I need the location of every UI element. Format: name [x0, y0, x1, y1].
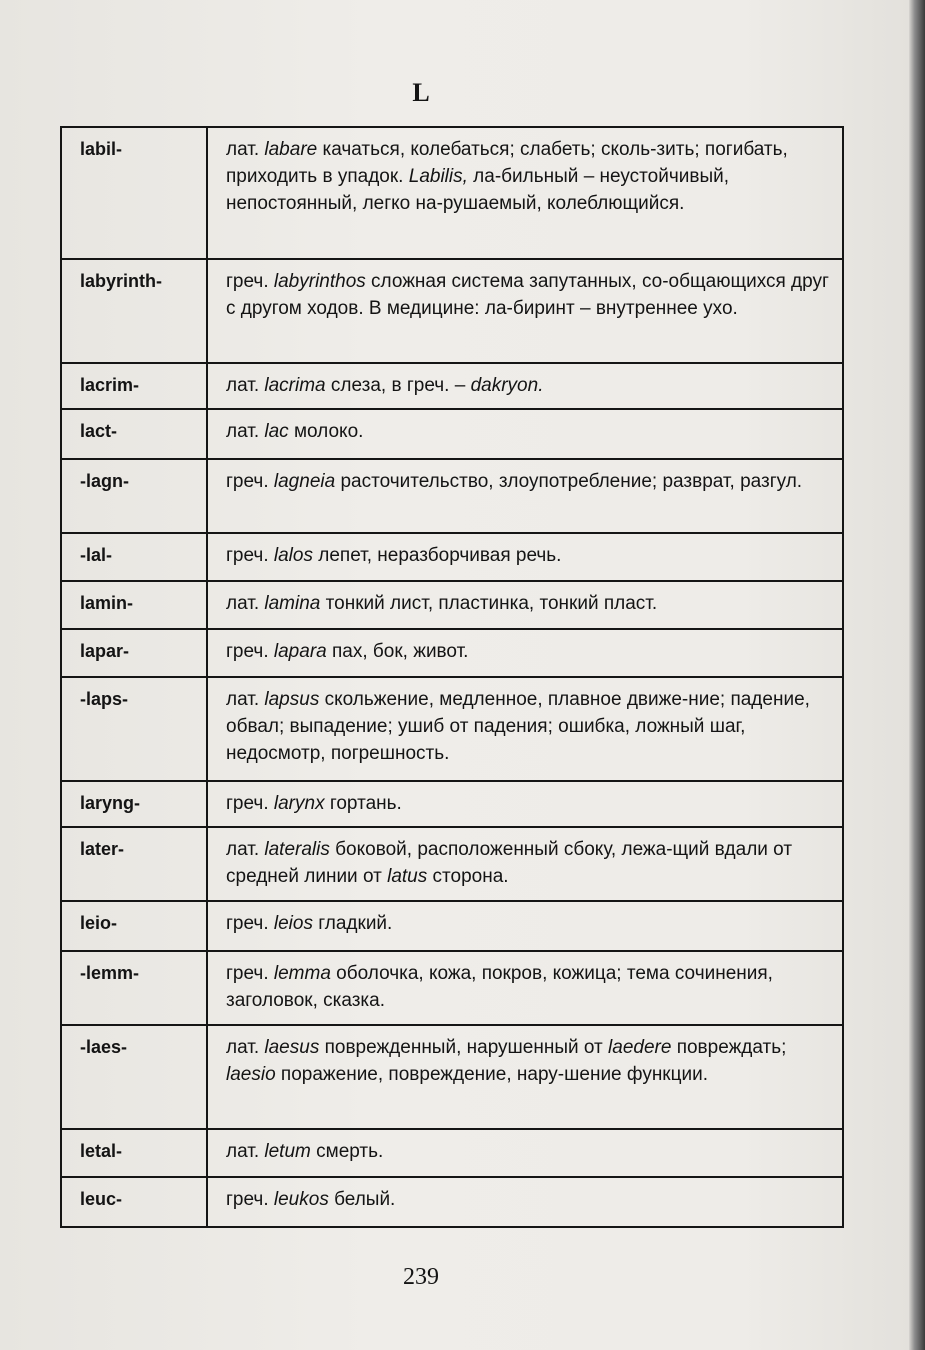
definition-term-italic: lapara: [273, 641, 327, 662]
definition-text: лат.: [226, 1141, 265, 1162]
table-row: [61, 1025, 843, 1129]
definition-text: лат.: [226, 1037, 265, 1058]
definition-text: поврежденный, нарушенный от: [319, 1037, 609, 1058]
definition-term-italic: leukos: [273, 1189, 329, 1210]
definition-text: смерть.: [310, 1141, 384, 1162]
definition-text: гортань.: [324, 793, 402, 814]
table-row: [61, 363, 843, 409]
table-row: [61, 951, 843, 1025]
table-row: [61, 259, 843, 363]
entry-definition: [207, 259, 843, 363]
entry-term: later-: [61, 827, 207, 901]
entry-term: -laps-: [61, 677, 207, 781]
definition-text: пах, бок, живот.: [326, 641, 469, 662]
definition-term-italic: labare: [264, 139, 318, 160]
definition-term-italic: dakryon.: [470, 375, 544, 396]
table-row: [61, 409, 843, 459]
page-number: 239: [403, 1264, 439, 1290]
table-row: [61, 629, 843, 677]
entry-term: laryng-: [61, 781, 207, 827]
dictionary-table: [60, 126, 844, 1228]
table-row: [61, 781, 843, 827]
definition-text: белый.: [328, 1189, 396, 1210]
definition-text: греч.: [226, 1189, 274, 1210]
entry-definition: [207, 677, 843, 781]
entry-definition: [207, 951, 843, 1025]
definition-term-italic: laedere: [608, 1037, 672, 1058]
definition-text: лат.: [226, 139, 265, 160]
definition-text: сложная система запутанных, со-общающихся друг с другом ходов. В медицине: ла-биринт – внутреннее ухо.: [226, 271, 829, 319]
definition-term-italic: lapsus: [264, 689, 320, 710]
definition-text: поражение, повреждение, нару-шение функции.: [275, 1064, 709, 1085]
definition-text: греч.: [226, 793, 274, 814]
definition-text: греч.: [226, 471, 274, 492]
definition-text: ла-бильный – неустойчивый, непостоянный, легко на-рушаемый, колеблющийся.: [226, 166, 729, 214]
dictionary-table-body: [61, 127, 843, 1227]
entry-definition: [207, 581, 843, 629]
entry-term: -lemm-: [61, 951, 207, 1025]
definition-term-italic: Labilis,: [408, 166, 468, 187]
entry-term: leuc-: [61, 1177, 207, 1227]
definition-term-italic: lamina: [264, 593, 321, 614]
table-row: [61, 581, 843, 629]
entry-term: lapar-: [61, 629, 207, 677]
entry-term: -laes-: [61, 1025, 207, 1129]
definition-text: молоко.: [288, 421, 364, 442]
entry-term: leio-: [61, 901, 207, 951]
definition-text: качаться, колебаться; слабеть; сколь-зить; погибать, приходить в упадок.: [226, 139, 788, 187]
entry-definition: [207, 1025, 843, 1129]
definition-text: лат.: [226, 593, 265, 614]
entry-definition: [207, 459, 843, 533]
entry-definition: [207, 781, 843, 827]
definition-text: боковой, расположенный сбоку, лежа-щий вдали от средней линии от: [226, 839, 793, 887]
definition-term-italic: letum: [264, 1141, 311, 1162]
entry-definition: [207, 533, 843, 581]
definition-text: лат.: [226, 375, 265, 396]
definition-text: лат.: [226, 421, 265, 442]
table-row: [61, 901, 843, 951]
entry-term: -lal-: [61, 533, 207, 581]
entry-definition: [207, 409, 843, 459]
definition-term-italic: lemma: [273, 963, 331, 984]
page-binding-edge: [909, 0, 925, 1350]
table-row: [61, 459, 843, 533]
definition-term-italic: lacrima: [264, 375, 326, 396]
definition-text: сторона.: [427, 866, 509, 887]
table-row: [61, 127, 843, 259]
definition-text: лат.: [226, 839, 265, 860]
table-row: [61, 677, 843, 781]
definition-text: греч.: [226, 913, 274, 934]
definition-text: расточительство, злоупотребление; разврат, разгул.: [335, 471, 803, 492]
entry-term: letal-: [61, 1129, 207, 1177]
definition-term-italic: lac: [264, 421, 289, 442]
entry-term: lacrim-: [61, 363, 207, 409]
table-row: [61, 827, 843, 901]
definition-term-italic: labyrinthos: [273, 271, 366, 292]
table-row: [61, 533, 843, 581]
table-row: [61, 1177, 843, 1227]
entry-term: labil-: [61, 127, 207, 259]
definition-term-italic: leios: [273, 913, 313, 934]
definition-text: греч.: [226, 963, 274, 984]
entry-definition: [207, 1177, 843, 1227]
definition-text: слеза, в греч. –: [325, 375, 471, 396]
definition-text: греч.: [226, 641, 274, 662]
definition-text: греч.: [226, 271, 274, 292]
entry-term: lact-: [61, 409, 207, 459]
entry-definition: [207, 901, 843, 951]
definition-text: лат.: [226, 689, 265, 710]
entry-term: labyrinth-: [61, 259, 207, 363]
entry-term: -lagn-: [61, 459, 207, 533]
definition-term-italic: laesio: [226, 1064, 276, 1085]
definition-term-italic: lagneia: [273, 471, 336, 492]
entry-definition: [207, 629, 843, 677]
entry-term: lamin-: [61, 581, 207, 629]
definition-term-italic: lateralis: [264, 839, 330, 860]
definition-text: скольжение, медленное, плавное движе-ние; падение, обвал; выпадение; ушиб от падения; ошибка, ложный шаг, недосмотр, погрешность.: [226, 689, 810, 764]
definition-term-italic: laesus: [264, 1037, 320, 1058]
definition-text: лепет, неразборчивая речь.: [312, 545, 562, 566]
section-letter: L: [412, 78, 430, 107]
definition-text: повреждать;: [671, 1037, 787, 1058]
entry-definition: [207, 1129, 843, 1177]
definition-text: греч.: [226, 545, 274, 566]
definition-text: гладкий.: [312, 913, 393, 934]
table-row: [61, 1129, 843, 1177]
entry-definition: [207, 827, 843, 901]
entry-definition: [207, 127, 843, 259]
definition-text: оболочка, кожа, покров, кожица; тема сочинения, заголовок, сказка.: [226, 963, 773, 1011]
definition-text: тонкий лист, пластинка, тонкий пласт.: [320, 593, 658, 614]
definition-term-italic: latus: [387, 866, 428, 887]
definition-term-italic: lalos: [273, 545, 313, 566]
definition-term-italic: larynx: [273, 793, 325, 814]
entry-definition: [207, 363, 843, 409]
